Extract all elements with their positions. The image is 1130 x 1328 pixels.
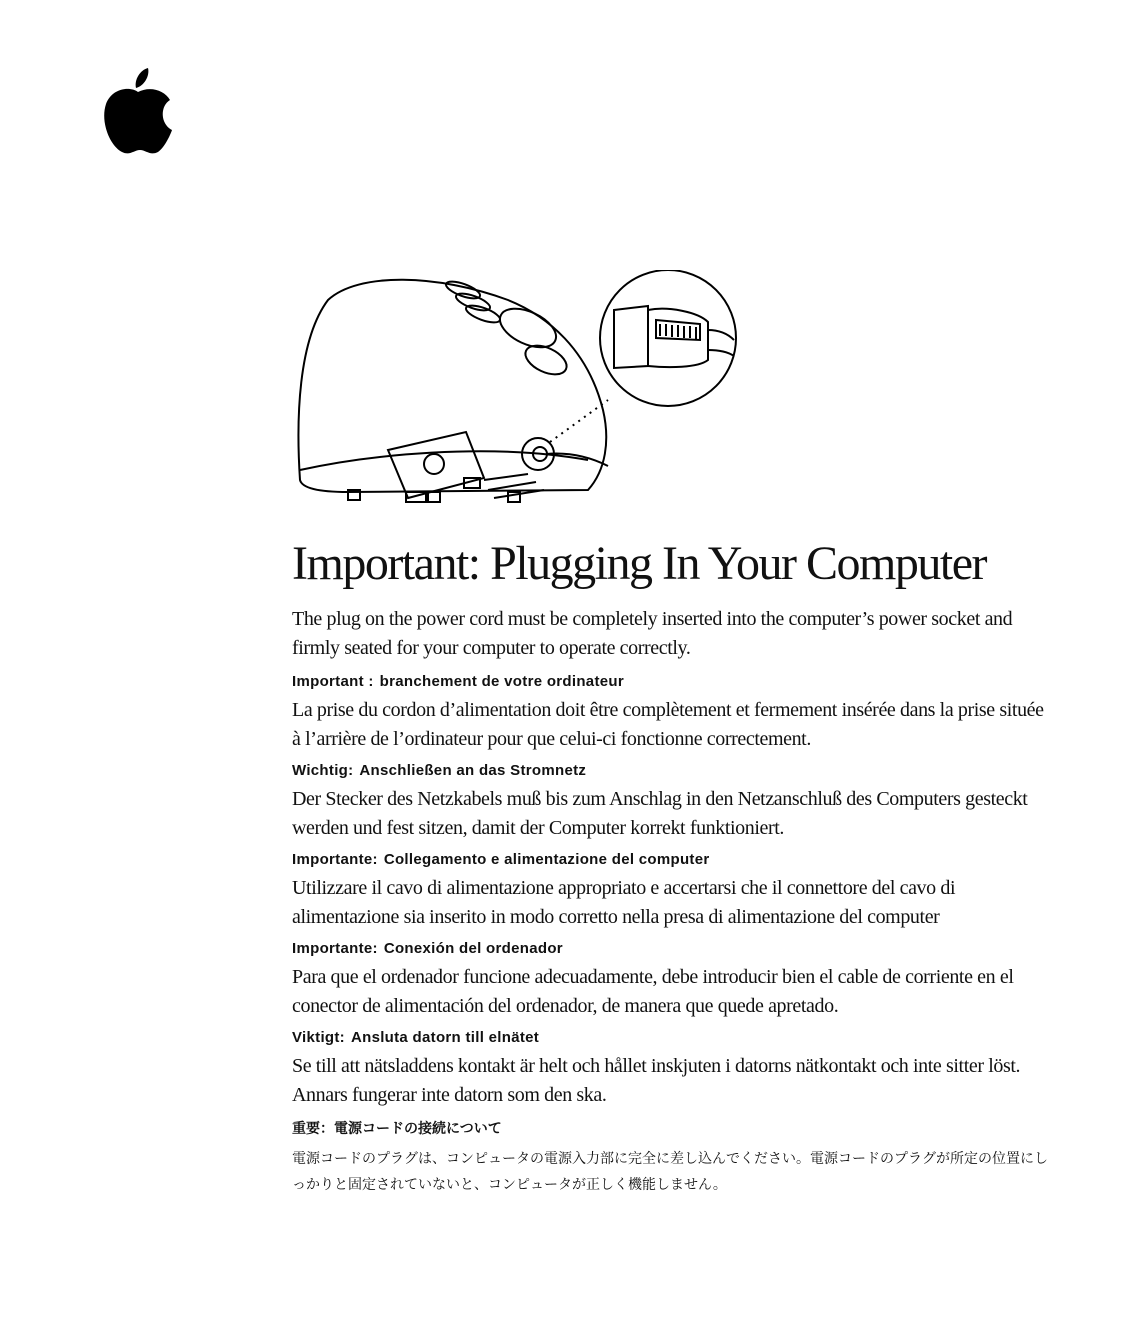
section-heading: 重要：電源コードの接続について: [292, 1120, 502, 1137]
section-label: Wichtig:: [292, 761, 354, 779]
section-body: 電源コードのプラグは、コンピュータの電源入力部に完全に差し込んでください。電源コードのプラグが所定の位置にしっかりと固定されていないと、コンピュータが正しく機能しません。: [292, 1150, 1048, 1193]
section-body: Utilizzare il cavo di alimentazione appropriato e accertarsi che il connettore del cavo di alimentazione sia inserito in modo corretto nella presa di alimentazione del computer: [292, 876, 956, 928]
section-body: Se till att nätsladdens kontakt är helt och hållet inskjuten i datorns nätkontakt och inte sitter löst. Annars fungerar inte datorn som den ska.: [292, 1054, 1021, 1106]
section-label: Important :: [292, 672, 374, 690]
section-body: La prise du cordon d’alimentation doit être complètement et fermement insérée dans la prise située à l’arrière de l’ordinateur pour que celui-ci fonctionne correctement.: [292, 698, 1044, 750]
section-swedish: [292, 1029, 1052, 1110]
section-french: [292, 673, 1052, 754]
section-body: Para que el ordenador funcione adecuadamente, debe introducir bien el cable de corriente en el conector de alimentación del ordenador, de manera que quede apretado.: [292, 965, 1014, 1017]
section-heading: [292, 673, 1052, 690]
section-japanese: [292, 1118, 1052, 1198]
section-body: Der Stecker des Netzkabels muß bis zum Anschlag in den Netzanschluß des Computers gesteckt werden und fest sitzen, damit der Computer korrekt funktioniert.: [292, 787, 1028, 839]
section-heading: [292, 1029, 1052, 1046]
section-heading-text: Conexión del ordenador: [383, 939, 563, 957]
section-german: [292, 762, 1052, 843]
section-label: Viktigt:: [292, 1028, 345, 1046]
page-title: Important: Plugging In Your Computer: [292, 537, 987, 590]
apple-logo-icon: [100, 66, 176, 156]
section-label: Importante:: [292, 939, 378, 957]
intro-paragraph: The plug on the power cord must be completely inserted into the computer’s power socket and firmly seated for your computer to operate correctly.: [292, 607, 1013, 659]
document-content: [292, 538, 1052, 1206]
section-heading: [292, 940, 1052, 957]
section-heading-text: Collegamento e alimentazione del computer: [383, 850, 710, 868]
section-italian: [292, 851, 1052, 932]
section-heading-text: Anschließen an das Stromnetz: [359, 761, 587, 779]
section-label: Importante:: [292, 850, 378, 868]
section-heading-text: branchement de votre ordinateur: [379, 672, 624, 690]
section-heading: [292, 762, 1052, 779]
computer-power-socket-illustration: [288, 270, 758, 530]
section-heading: [292, 851, 1052, 868]
section-spanish: [292, 940, 1052, 1021]
section-heading-text: Ansluta datorn till elnätet: [350, 1028, 540, 1046]
